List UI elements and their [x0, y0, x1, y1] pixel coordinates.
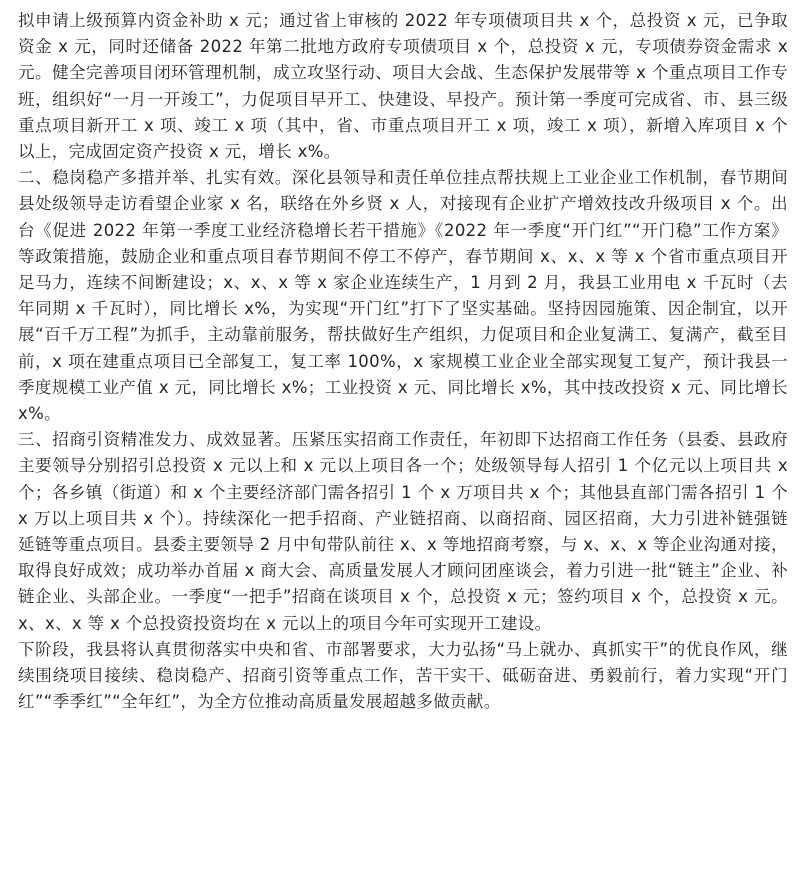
paragraph-stable-production: 二、稳岗稳产多措并举、扎实有效。深化县领导和责任单位挂点帮扶规上工业企业工作机制，春节期间县处级领导走访看望企业家 x 名，联络在外乡贤 x 人，对接现有企业扩产增效技改升级项目 x 个。出台《促进 2022 年第一季度工业经济稳增长若干措施》《2022 年一季度“开门红”“开门稳”工作方案》等政策措施，鼓励企业和重点项目春节期间不停工不停产，春节期间 x、x、x 等 x 个省市重点项目开足马力，连续不间断建设；x、x、x 等 x 家企业连续生产，1 月到 2 月，我县工业用电 x 千瓦时（去年同期 x 千瓦时），同比增长 x%，为实现“开门红”打下了坚实基础。坚持因园施策、因企制宜，以开展“百千万工程”为抓手，主动靠前服务，帮扶做好生产组织，力促项目和企业复满工、复满产，截至目前，x 项在建重点项目已全部复工，复工率 100%，x 家规模工业企业全部实现复工复产，预计我县一季度规模工业产值 x 元，同比增长 x%；工业投资 x 元、同比增长 x%，其中技改投资 x 元、同比增长 x%。 — [18, 168, 788, 424]
paragraph-project-funding: 拟申请上级预算内资金补助 x 元；通过省上审核的 2022 年专项债项目共 x 个，总投资 x 元，已争取资金 x 元，同时还储备 2022 年第二批地方政府专项债项目 x 个，总投资 x 元，专项债券资金需求 x 元。健全完善项目闭环管理机制，成立攻坚行动、项目大会战、生态保护发展带等 x 个重点项目工作专班，组织好“一月一开竣工”，力促项目早开工、快建设、早投产。预计第一季度可完成省、市、县三级重点项目新开工 x 项、竣工 x 项（其中，省、市重点项目开工 x 项，竣工 x 项），新增入库项目 x 个以上，完成固定资产投资 x 元，增长 x%。 — [18, 11, 788, 162]
paragraph-investment-attraction: 三、招商引资精准发力、成效显著。压紧压实招商工作责任，年初即下达招商工作任务（县委、县政府主要领导分别招引总投资 x 元以上和 x 元以上项目各一个；处级领导每人招引 1 个亿元以上项目共 x 个；各乡镇（街道）和 x 个主要经济部门需各招引 1 个 x 万项目共 x 个；其他县直部门需各招引 1 个 x 万以上项目共 x 个）。持续深化一把手招商、产业链招商、以商招商、园区招商，大力引进补链强链延链等重点项目。县委主要领导 2 月中旬带队前往 x、x 等地招商考察，与 x、x、x 等企业沟通对接，取得良好成效；成功举办首届 x 商大会、高质量发展人才顾问团座谈会，着力引进一批“链主”企业、补链企业、头部企业。一季度“一把手”招商在谈项目 x 个，总投资 x 元；签约项目 x 个，总投资 x 元。x、x、x 等 x 个总投资投资均在 x 元以上的项目今年可实现开工建设。 — [18, 430, 788, 633]
document-body — [18, 8, 788, 715]
paragraph-next-stage: 下阶段，我县将认真贯彻落实中央和省、市部署要求，大力弘扬“马上就办、真抓实干”的优良作风，继续围绕项目接续、稳岗稳产、招商引资等重点工作，苦干实干、砥砺奋进、勇毅前行，着力实现“开门红”“季季红”“全年红”，为全方位推动高质量发展超越多做贡献。 — [18, 639, 788, 712]
